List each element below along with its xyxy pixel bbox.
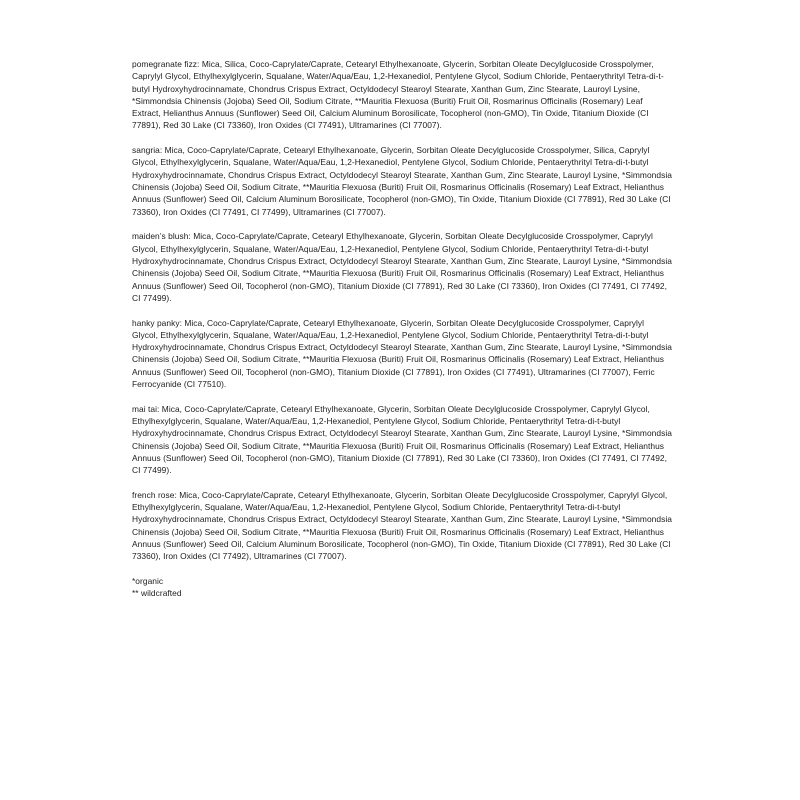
- product-name: pomegranate fizz: [132, 59, 198, 69]
- product-name: sangria: [132, 145, 160, 156]
- ingredient-list: Mica, Silica, Coco-Caprylate/Caprate, Cetearyl Ethylhexanoate, Glycerin, Sorbitan Oleate Decylglucoside Crosspolymer, Caprylyl Glycol, Ethylhexylglycerin, Squalane, Water/Aqua/Eau, 1,2-Hexanediol, Pentylene Glycol, Sodium Chloride, Pentaerythrityl Tetra-di-t-butyl Hydroxyhydrocinnamate, Chondrus Crispus Extract, Octyldodecyl Stearoyl Stearate, Xanthan Gum, Zinc Stearate, Lauroyl Lysine, *Simmondsia Chinensis (Jojoba) Seed Oil, Sodium Citrate, **Mauritia Flexuosa (Buriti) Fruit Oil, Rosmarinus Officinalis (Rosemary) Leaf Extract, Helianthus Annuus (Sunflower) Seed Oil, Calcium Aluminum Borosilicate, Tocopherol (non-GMO), Tin Oxide, Titanium Dioxide (CI 77891), Red 30 Lake (CI 73360), Iron Oxides (CI 77491), Ultramarines (CI 77007).: [132, 59, 664, 131]
- entry-hanky-panky: hanky panky: Mica, Coco-Caprylate/Caprate, Cetearyl Ethylhexanoate, Glycerin, Sorbitan Oleate Decylglucoside Crosspolymer, Caprylyl Glycol, Ethylhexylglycerin, Squalane, Water/Aqua/Eau, 1,2-Hexanediol, Pentylene Glycol, Sodium Chloride, Pentaerythrityl Tetra-di-t-butyl Hydroxyhydrocinnamate, Chondrus Crispus Extract, Octyldodecyl Stearoyl Stearate, Xanthan Gum, Zinc Stearate, Lauroyl Lysine, *Simmondsia Chinensis (Jojoba) Seed Oil, Sodium Citrate, **Mauritia Flexuosa (Buriti) Fruit Oil, Rosmarinus Officinalis (Rosemary) Leaf Extract, Helianthus Annuus (Sunflower) Seed Oil, Tocopherol (non-GMO), Titanium Dioxide (CI 77891), Iron Oxides (CI 77491), Ultramarines (CI 77007), Ferric Ferrocyanide (CI 77510).: [132, 317, 672, 389]
- ingredient-list: Mica, Coco-Caprylate/Caprate, Cetearyl Ethylhexanoate, Glycerin, Sorbitan Oleate Decylglucoside Crosspolymer, Caprylyl Glycol, Ethylhexylglycerin, Squalane, Water/Aqua/Eau, 1,2-Hexanediol, Pentylene Glycol, Sodium Chloride, Pentaerythrityl Tetra-di-t-butyl Hydroxyhydrocinnamate, Chondrus Crispus Extract, Octyldodecyl Stearoyl Stearate, Xanthan Gum, Zinc Stearate, Lauroyl Lysine, *Simmondsia Chinensis (Jojoba) Seed Oil, Sodium Citrate, **Mauritia Flexuosa (Buriti) Fruit Oil, Rosmarinus Officinalis (Rosemary) Leaf Extract, Helianthus Annuus (Sunflower) Seed Oil, Tocopherol (non-GMO), Titanium Dioxide (CI 77891), Red 30 Lake (CI 73360), Iron Oxides (CI 77491, CI 77492, CI 77499).: [132, 403, 672, 476]
- product-name: french rose: [132, 489, 175, 500]
- ingredient-list: Mica, Coco-Caprylate/Caprate, Cetearyl Ethylhexanoate, Glycerin, Sorbitan Oleate Decylglucoside Crosspolymer, Caprylyl Glycol, Ethylhexylglycerin, Squalane, Water/Aqua/Eau, 1,2-Hexanediol, Pentylene Glycol, Sodium Chloride, Pentaerythrityl Tetra-di-t-butyl Hydroxyhydrocinnamate, Chondrus Crispus Extract, Octyldodecyl Stearoyl Stearate, Xanthan Gum, Zinc Stearate, Lauroyl Lysine, *Simmondsia Chinensis (Jojoba) Seed Oil, Sodium Citrate, **Mauritia Flexuosa (Buriti) Fruit Oil, Rosmarinus Officinalis (Rosemary) Leaf Extract, Helianthus Annuus (Sunflower) Seed Oil, Calcium Aluminum Borosilicate, Tocopherol (non-GMO), Tin Oxide, Titanium Dioxide (CI 77891), Red 30 Lake (CI 73360), Iron Oxides (CI 77492), Ultramarines (CI 77007).: [132, 489, 672, 562]
- footnote-wildcrafted: ** wildcrafted: [132, 588, 182, 599]
- entry-french-rose: french rose: Mica, Coco-Caprylate/Caprate, Cetearyl Ethylhexanoate, Glycerin, Sorbitan Oleate Decylglucoside Crosspolymer, Caprylyl Glycol, Ethylhexylglycerin, Squalane, Water/Aqua/Eau, 1,2-Hexanediol, Pentylene Glycol, Sodium Chloride, Pentaerythrityl Tetra-di-t-butyl Hydroxyhydrocinnamate, Chondrus Crispus Extract, Octyldodecyl Stearoyl Stearate, Xanthan Gum, Zinc Stearate, Lauroyl Lysine, *Simmondsia Chinensis (Jojoba) Seed Oil, Sodium Citrate, **Mauritia Flexuosa (Buriti) Fruit Oil, Rosmarinus Officinalis (Rosemary) Leaf Extract, Helianthus Annuus (Sunflower) Seed Oil, Calcium Aluminum Borosilicate, Tocopherol (non-GMO), Tin Oxide, Titanium Dioxide (CI 77891), Red 30 Lake (CI 73360), Iron Oxides (CI 77492), Ultramarines (CI 77007).: [132, 489, 672, 562]
- ingredient-list: Mica, Coco-Caprylate/Caprate, Cetearyl Ethylhexanoate, Glycerin, Sorbitan Oleate Decylglucoside Crosspolymer, Caprylyl Glycol, Ethylhexylglycerin, Squalane, Water/Aqua/Eau, 1,2-Hexanediol, Pentylene Glycol, Sodium Chloride, Pentaerythrityl Tetra-di-t-butyl Hydroxyhydrocinnamate, Chondrus Crispus Extract, Octyldodecyl Stearoyl Stearate, Xanthan Gum, Zinc Stearate, Lauroyl Lysine, *Simmondsia Chinensis (Jojoba) Seed Oil, Sodium Citrate, **Mauritia Flexuosa (Buriti) Fruit Oil, Rosmarinus Officinalis (Rosemary) Leaf Extract, Helianthus Annuus (Sunflower) Seed Oil, Tocopherol (non-GMO), Titanium Dioxide (CI 77891), Iron Oxides (CI 77491), Ultramarines (CI 77007), Ferric Ferrocyanide (CI 77510).: [132, 317, 672, 389]
- ingredient-list: Mica, Coco-Caprylate/Caprate, Cetearyl Ethylhexanoate, Glycerin, Sorbitan Oleate Decylglucoside Crosspolymer, Caprylyl Glycol, Ethylhexylglycerin, Squalane, Water/Aqua/Eau, 1,2-Hexanediol, Pentylene Glycol, Sodium Chloride, Pentaerythrityl Tetra-di-t-butyl Hydroxyhydrocinnamate, Chondrus Crispus Extract, Octyldodecyl Stearoyl Stearate, Xanthan Gum, Zinc Stearate, Lauroyl Lysine, *Simmondsia Chinensis (Jojoba) Seed Oil, Sodium Citrate, **Mauritia Flexuosa (Buriti) Fruit Oil, Rosmarinus Officinalis (Rosemary) Leaf Extract, Helianthus Annuus (Sunflower) Seed Oil, Tocopherol (non-GMO), Titanium Dioxide (CI 77891), Red 30 Lake (CI 73360), Iron Oxides (CI 77491, CI 77492, CI 77499).: [132, 231, 672, 303]
- product-name: maiden’s blush: [132, 231, 189, 242]
- ingredients-document: [132, 58, 672, 600]
- footnotes: [132, 575, 672, 600]
- footnote-organic: *organic: [132, 576, 164, 587]
- product-name: mai tai: [132, 403, 158, 414]
- product-name: hanky panky: [132, 317, 180, 328]
- entry-pomegranate-fizz: pomegranate fizz: Mica, Silica, Coco-Caprylate/Caprate, Cetearyl Ethylhexanoate, Glycerin, Sorbitan Oleate Decylglucoside Crosspolymer, Caprylyl Glycol, Ethylhexylglycerin, Squalane, Water/Aqua/Eau, 1,2-Hexanediol, Pentylene Glycol, Sodium Chloride, Pentaerythrityl Tetra-di-t-butyl Hydroxyhydrocinnamate, Chondrus Crispus Extract, Octyldodecyl Stearoyl Stearate, Xanthan Gum, Zinc Stearate, Lauroyl Lysine, *Simmondsia Chinensis (Jojoba) Seed Oil, Sodium Citrate, **Mauritia Flexuosa (Buriti) Fruit Oil, Rosmarinus Officinalis (Rosemary) Leaf Extract, Helianthus Annuus (Sunflower) Seed Oil, Calcium Aluminum Borosilicate, Tocopherol (non-GMO), Tin Oxide, Titanium Dioxide (CI 77891), Red 30 Lake (CI 73360), Iron Oxides (CI 77491), Ultramarines (CI 77007).: [132, 59, 664, 131]
- entry-mai-tai: mai tai: Mica, Coco-Caprylate/Caprate, Cetearyl Ethylhexanoate, Glycerin, Sorbitan Oleate Decylglucoside Crosspolymer, Caprylyl Glycol, Ethylhexylglycerin, Squalane, Water/Aqua/Eau, 1,2-Hexanediol, Pentylene Glycol, Sodium Chloride, Pentaerythrityl Tetra-di-t-butyl Hydroxyhydrocinnamate, Chondrus Crispus Extract, Octyldodecyl Stearoyl Stearate, Xanthan Gum, Zinc Stearate, Lauroyl Lysine, *Simmondsia Chinensis (Jojoba) Seed Oil, Sodium Citrate, **Mauritia Flexuosa (Buriti) Fruit Oil, Rosmarinus Officinalis (Rosemary) Leaf Extract, Helianthus Annuus (Sunflower) Seed Oil, Tocopherol (non-GMO), Titanium Dioxide (CI 77891), Red 30 Lake (CI 73360), Iron Oxides (CI 77491, CI 77492, CI 77499).: [132, 403, 672, 476]
- ingredient-list: Mica, Coco-Caprylate/Caprate, Cetearyl Ethylhexanoate, Glycerin, Sorbitan Oleate Decylglucoside Crosspolymer, Silica, Caprylyl Glycol, Ethylhexylglycerin, Squalane, Water/Aqua/Eau, 1,2-Hexanediol, Pentylene Glycol, Sodium Chloride, Pentaerythrityl Tetra-di-t-butyl Hydroxyhydrocinnamate, Chondrus Crispus Extract, Octyldodecyl Stearoyl Stearate, Xanthan Gum, Zinc Stearate, Lauroyl Lysine, *Simmondsia Chinensis (Jojoba) Seed Oil, Sodium Citrate, **Mauritia Flexuosa (Buriti) Fruit Oil, Rosmarinus Officinalis (Rosemary) Leaf Extract, Helianthus Annuus (Sunflower) Seed Oil, Calcium Aluminum Borosilicate, Tocopherol (non-GMO), Tin Oxide, Titanium Dioxide (CI 77891), Red 30 Lake (CI 73360), Iron Oxides (CI 77491, CI 77499), Ultramarines (CI 77007).: [132, 145, 672, 217]
- entry-maidens-blush: maiden’s blush: Mica, Coco-Caprylate/Caprate, Cetearyl Ethylhexanoate, Glycerin, Sorbitan Oleate Decylglucoside Crosspolymer, Caprylyl Glycol, Ethylhexylglycerin, Squalane, Water/Aqua/Eau, 1,2-Hexanediol, Pentylene Glycol, Sodium Chloride, Pentaerythrityl Tetra-di-t-butyl Hydroxyhydrocinnamate, Chondrus Crispus Extract, Octyldodecyl Stearoyl Stearate, Xanthan Gum, Zinc Stearate, Lauroyl Lysine, *Simmondsia Chinensis (Jojoba) Seed Oil, Sodium Citrate, **Mauritia Flexuosa (Buriti) Fruit Oil, Rosmarinus Officinalis (Rosemary) Leaf Extract, Helianthus Annuus (Sunflower) Seed Oil, Tocopherol (non-GMO), Titanium Dioxide (CI 77891), Red 30 Lake (CI 73360), Iron Oxides (CI 77491, CI 77492, CI 77499).: [132, 231, 672, 303]
- entry-sangria: sangria: Mica, Coco-Caprylate/Caprate, Cetearyl Ethylhexanoate, Glycerin, Sorbitan Oleate Decylglucoside Crosspolymer, Silica, Caprylyl Glycol, Ethylhexylglycerin, Squalane, Water/Aqua/Eau, 1,2-Hexanediol, Pentylene Glycol, Sodium Chloride, Pentaerythrityl Tetra-di-t-butyl Hydroxyhydrocinnamate, Chondrus Crispus Extract, Octyldodecyl Stearoyl Stearate, Xanthan Gum, Zinc Stearate, Lauroyl Lysine, *Simmondsia Chinensis (Jojoba) Seed Oil, Sodium Citrate, **Mauritia Flexuosa (Buriti) Fruit Oil, Rosmarinus Officinalis (Rosemary) Leaf Extract, Helianthus Annuus (Sunflower) Seed Oil, Calcium Aluminum Borosilicate, Tocopherol (non-GMO), Tin Oxide, Titanium Dioxide (CI 77891), Red 30 Lake (CI 73360), Iron Oxides (CI 77491, CI 77499), Ultramarines (CI 77007).: [132, 145, 672, 217]
